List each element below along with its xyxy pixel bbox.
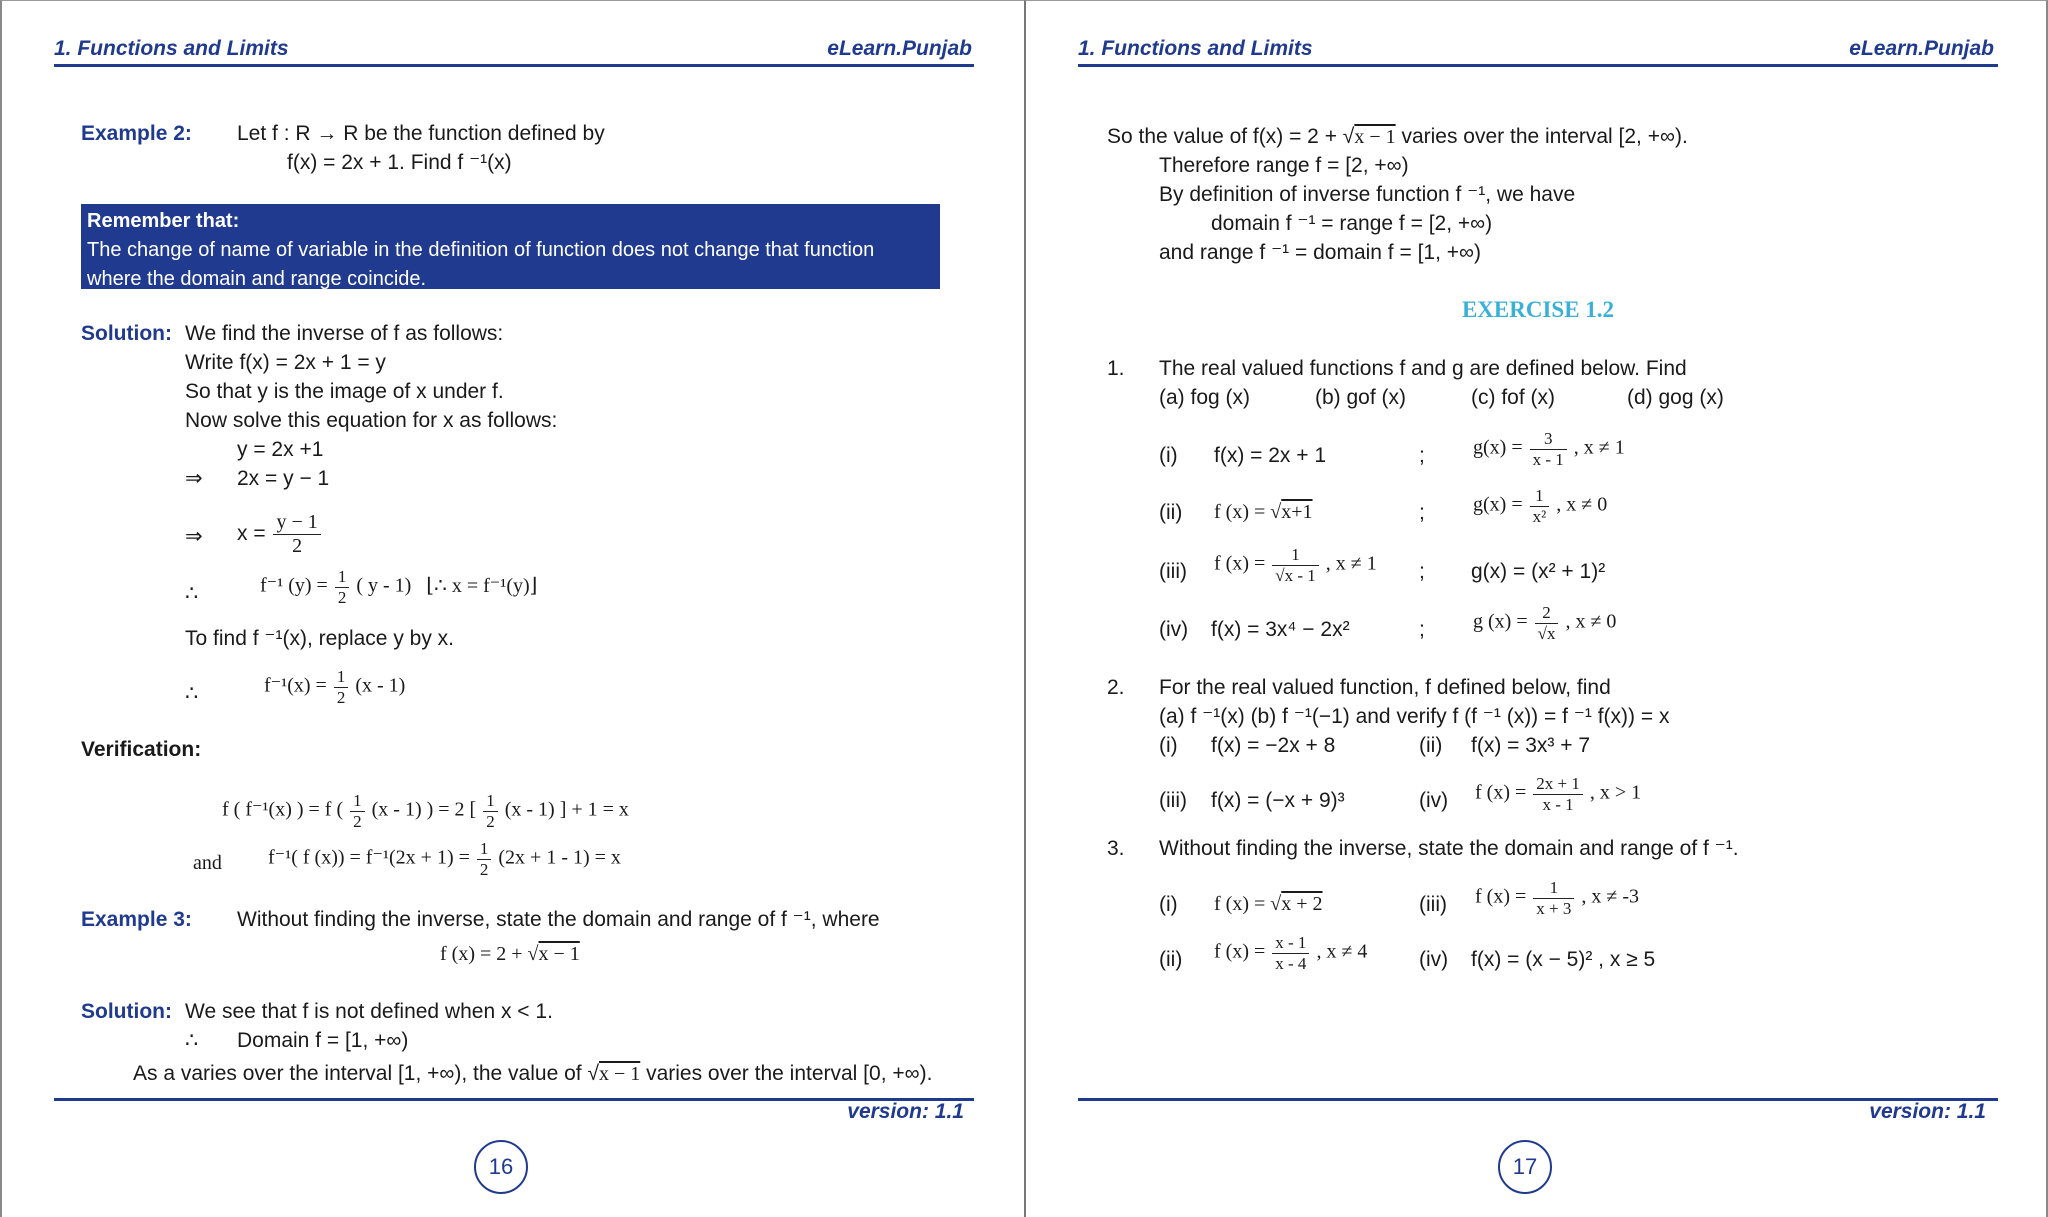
version-label: version: 1.1: [1869, 1100, 1986, 1123]
range-line-4: domain f ⁻¹ = range f = [2, +∞): [1211, 212, 1493, 235]
fraction: $\frac{1}{x + 3}$: [1533, 878, 1574, 918]
chapter-header: 1. Functions and Limits: [54, 37, 289, 60]
solution-2-line-2: Domain f = [1, +∞): [237, 1029, 409, 1052]
page-17: [1024, 0, 2048, 1217]
q1-item-i-f: f(x) = 2x + 1: [1214, 444, 1327, 467]
q3-item-ii-label: (ii): [1159, 948, 1183, 971]
equation-4-note: ⌊∴ x = f⁻¹(y)⌋: [426, 574, 538, 597]
q3-item-ii-f: f (x) = $\frac{x - 1}{x - 4}$ , x ≠ 4: [1214, 933, 1368, 973]
remember-title: Remember that:: [87, 210, 240, 232]
q2-item-i-label: (i): [1159, 734, 1178, 757]
equation-5-lhs: f⁻¹(x) =: [264, 674, 327, 697]
solution-line-1: We find the inverse of f as follows:: [185, 322, 504, 345]
example-2-label: Example 2:: [81, 122, 192, 145]
version-label: version: 1.1: [847, 1100, 964, 1123]
range-line-5: and range f ⁻¹ = domain f = [1, +∞): [1159, 241, 1481, 264]
q1-item-iv-label: (iv): [1159, 618, 1189, 641]
header-rule: [1078, 64, 1998, 67]
question-1-part-a: (a) fog (x): [1159, 386, 1251, 409]
verification-label: Verification:: [81, 738, 202, 761]
q2-item-ii-f: f(x) = 3x³ + 7: [1471, 734, 1591, 757]
page-number-17: 17: [1498, 1140, 1552, 1194]
q3-item-i-f: f (x) = √x + 2: [1214, 893, 1323, 915]
q3-item-iv-f: f(x) = (x − 5)² , x ≥ 5: [1471, 948, 1656, 971]
therefore-symbol: ∴: [185, 1029, 199, 1052]
equation-5-rhs: (x - 1): [355, 674, 406, 697]
question-3-text: Without finding the inverse, state the domain and range of f ⁻¹.: [1159, 837, 1739, 860]
brand-header: eLearn.Punjab: [827, 37, 972, 60]
q3-item-iii-f: f (x) = $\frac{1}{x + 3}$ , x ≠ -3: [1475, 878, 1639, 918]
verification-equation-2: f⁻¹( f (x)) = f⁻¹(2x + 1) = $\frac{1}{2}$ (2x + 1 - 1) = x: [268, 839, 621, 879]
chapter-header: 1. Functions and Limits: [1078, 37, 1313, 60]
q1-item-iv-g: g (x) = $\frac{2}{√x}$ , x ≠ 0: [1473, 603, 1617, 643]
question-2-text: For the real valued function, f defined below, find: [1159, 676, 1611, 699]
exercise-title: EXERCISE 1.2: [1461, 297, 1615, 322]
separator: ;: [1419, 618, 1425, 641]
example-3-function: f (x) = 2 + √x − 1: [440, 943, 580, 965]
q3-item-iv-label: (iv): [1419, 948, 1449, 971]
remember-text: The change of name of variable in the definition of function does not change that function where the domain and range coincide.: [87, 239, 875, 290]
equation-4-rhs: ( y - 1): [356, 574, 412, 597]
q1-item-ii-label: (ii): [1159, 501, 1183, 524]
footer-rule: [54, 1098, 974, 1101]
q1-item-i-label: (i): [1159, 444, 1178, 467]
q1-item-iii-g: g(x) = (x² + 1)²: [1471, 560, 1606, 583]
therefore-symbol: ∴: [185, 582, 199, 605]
question-1-part-b: (b) gof (x): [1315, 386, 1407, 409]
range-line-3: By definition of inverse function f ⁻¹, we have: [1159, 183, 1576, 206]
fraction: $\frac{1}{2}$: [477, 839, 492, 879]
q2-item-iv-label: (iv): [1419, 789, 1449, 812]
fraction: $\frac{y - 1}{2}$: [273, 511, 320, 558]
range-line-2: Therefore range f = [2, +∞): [1159, 154, 1409, 177]
implies-symbol: ⇒: [185, 525, 203, 548]
solution-line-4: Now solve this equation for x as follows:: [185, 409, 558, 432]
implies-symbol: ⇒: [185, 467, 203, 490]
question-1-number: 1.: [1107, 357, 1125, 380]
fraction: $\frac{1}{2}$: [335, 567, 350, 607]
q3-item-i-label: (i): [1159, 893, 1178, 916]
equation-1: y = 2x +1: [237, 438, 324, 461]
fraction: $\frac{1}{2}$: [483, 791, 498, 831]
fraction: $\frac{x - 1}{x - 4}$: [1272, 933, 1309, 973]
footer-rule: [1078, 1098, 1998, 1101]
equation-2: 2x = y − 1: [237, 467, 330, 490]
question-1-part-c: (c) fof (x): [1471, 386, 1555, 409]
therefore-symbol: ∴: [185, 682, 199, 705]
q3-item-iii-label: (iii): [1419, 893, 1447, 916]
example-2-text: Let f : R → R be the function defined by: [237, 122, 605, 145]
q2-item-iv-f: f (x) = $\frac{2x + 1}{x - 1}$ , x > 1: [1475, 774, 1642, 814]
equation-5: [264, 667, 405, 707]
solution-2-line-3: As a varies over the interval [1, +∞), the value of √x − 1 varies over the interval [0, +∞).: [133, 1062, 933, 1085]
example-3-label: Example 3:: [81, 908, 192, 931]
solution-line-2: Write f(x) = 2x + 1 = y: [185, 351, 386, 374]
question-3-number: 3.: [1107, 837, 1125, 860]
brand-header: eLearn.Punjab: [1849, 37, 1994, 60]
fraction: $\frac{1}{\text{x²}}$: [1530, 486, 1550, 526]
example-3-text: Without finding the inverse, state the domain and range of f ⁻¹, where: [237, 908, 880, 931]
solution-2-label: Solution:: [81, 1000, 172, 1023]
question-2-number: 2.: [1107, 676, 1125, 699]
equation-4: [260, 567, 537, 607]
q1-item-iii-label: (iii): [1159, 560, 1187, 583]
fraction: $\frac{1}{2}$: [334, 667, 349, 707]
equation-4-lhs: f⁻¹ (y) =: [260, 574, 328, 597]
question-2-sub: (a) f ⁻¹(x) (b) f ⁻¹(−1) and verify f (f ⁻¹ (x)) = f ⁻¹ f(x)) = x: [1159, 705, 1670, 728]
q2-item-i-f: f(x) = −2x + 8: [1211, 734, 1336, 757]
separator: ;: [1419, 560, 1425, 583]
remember-box: [81, 204, 940, 289]
solution-line-3: So that y is the image of x under f.: [185, 380, 504, 403]
equation-3-lhs: x =: [237, 522, 266, 546]
question-1-part-d: (d) gog (x): [1627, 386, 1724, 409]
q2-item-iii-label: (iii): [1159, 789, 1187, 812]
fraction: $\frac{3}{x - 1}$: [1530, 429, 1567, 469]
q1-item-i-g: g(x) = $\frac{3}{x - 1}$ , x ≠ 1: [1473, 429, 1625, 469]
find-inverse-text: To find f ⁻¹(x), replace y by x.: [185, 627, 455, 650]
q2-item-iii-f: f(x) = (−x + 9)³: [1211, 789, 1345, 812]
q1-item-iii-f: f (x) = $\frac{1}{√x - 1}$ , x ≠ 1: [1214, 545, 1377, 585]
question-1-text: The real valued functions f and g are defined below. Find: [1159, 357, 1687, 380]
fraction: $\frac{1}{2}$: [350, 791, 365, 831]
fraction: $\frac{2}{√x}$: [1535, 603, 1559, 643]
page-number-16: 16: [474, 1140, 528, 1194]
solution-label: Solution:: [81, 322, 172, 345]
fraction: $\frac{1}{√x - 1}$: [1272, 545, 1319, 585]
range-line-1: So the value of f(x) = 2 + √x − 1 varies over the interval [2, +∞).: [1107, 125, 1688, 148]
q2-item-ii-label: (ii): [1419, 734, 1443, 757]
example-2-function: f(x) = 2x + 1. Find f ⁻¹(x): [287, 151, 512, 174]
q1-item-ii-f: f (x) = √x+1: [1214, 501, 1313, 523]
q1-item-ii-g: g(x) = $\frac{1}{\text{x²}}$ , x ≠ 0: [1473, 486, 1608, 526]
equation-3: [237, 511, 323, 558]
q1-item-iv-f: f(x) = 3x⁴ − 2x²: [1211, 618, 1350, 641]
and-label: and: [193, 852, 222, 874]
verification-equation-1: f ( f⁻¹(x) ) = f ( $\frac{1}{2}$ (x - 1) ) = 2 [ $\frac{1}{2}$ (x - 1) ] + 1 = x: [222, 791, 629, 831]
separator: ;: [1419, 444, 1425, 467]
fraction: $\frac{2x + 1}{x - 1}$: [1533, 774, 1583, 814]
separator: ;: [1419, 501, 1425, 524]
header-rule: [54, 64, 974, 67]
solution-2-line-1: We see that f is not defined when x < 1.: [185, 1000, 553, 1023]
